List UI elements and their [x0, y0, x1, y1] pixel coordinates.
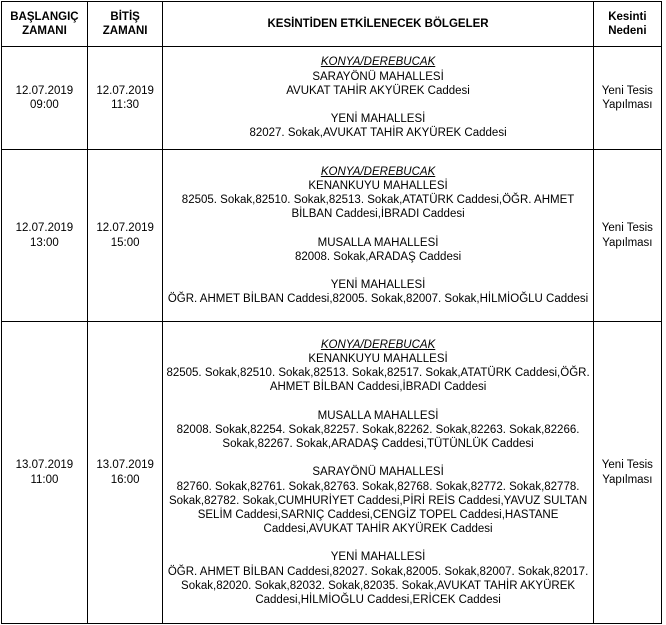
street-list: 82505. Sokak,82510. Sokak,82513. Sokak,82517. Sokak,ATATÜRK Caddesi,ÖĞR. AHMET BİLBAN Caddesi,İBRADI Caddesi	[166, 367, 590, 394]
street-list: 82008. Sokak,82254. Sokak,82257. Sokak,82262. Sokak,82263. Sokak,82266. Sokak,82267. Sokak,ARADAŞ Caddesi,TÜTÜNLÜK Caddesi	[176, 423, 580, 451]
area-block	[166, 112, 589, 140]
table-row	[2, 47, 662, 150]
end-time: 16:00	[110, 473, 140, 486]
reason-line1: Yeni Tesis	[601, 459, 653, 472]
reason-line1: Yeni Tesis	[601, 84, 653, 97]
reason-line2: Yapılması	[602, 236, 653, 249]
neighborhood-name: MUSALLA MAHALLESİ	[317, 409, 439, 422]
street-list: ÖĞR. AHMET BİLBAN Caddesi,82005. Sokak,82007. Sokak,HİLMİOĞLU Caddesi	[167, 293, 589, 306]
affected-areas-cell	[163, 322, 593, 624]
start-time: 13:00	[30, 236, 59, 249]
city-name: KONYA/DEREBUCAK	[320, 56, 436, 69]
area-block	[166, 179, 589, 222]
area-block	[166, 465, 589, 536]
end-date: 12.07.2019	[96, 222, 154, 235]
header-areas-label: KESİNTİDEN ETKİLENECEK BÖLGELER	[267, 17, 489, 30]
start-time-cell	[2, 47, 88, 150]
area-block	[166, 352, 589, 395]
reason-line2: Yapılması	[602, 99, 653, 111]
area-block	[166, 236, 589, 264]
header-start-line2: ZAMANI	[22, 25, 67, 37]
header-end-line2: ZAMANI	[102, 25, 148, 37]
header-start-time	[2, 2, 88, 47]
reason-line1: Yeni Tesis	[601, 222, 653, 235]
area-block	[166, 70, 589, 98]
street-list: 82505. Sokak,82510. Sokak,82513. Sokak,ATATÜRK Caddesi,ÖĞR. AHMET BİLBAN Caddesi,İBRADI Caddesi	[181, 194, 575, 221]
neighborhood-name: YENİ MAHALLESİ	[330, 113, 426, 126]
start-date: 13.07.2019	[15, 459, 74, 472]
end-time: 11:30	[111, 99, 140, 111]
header-end-line1: BİTİŞ	[110, 10, 140, 23]
end-time-cell	[87, 150, 163, 322]
street-list: 82760. Sokak,82761. Sokak,82763. Sokak,82768. Sokak,82772. Sokak,82778. Sokak,82782. Sokak,CUMHURİYET Caddesi,PİRİ REİS Caddesi,YAVUZ SULTAN SELİM Caddesi,SARNIÇ Caddesi,CENGİZ TOPEL Caddesi,HASTANE Caddesi,AVUKAT TAHİR AKYÜREK Caddesi	[168, 480, 588, 536]
city-name: KONYA/DEREBUCAK	[320, 165, 436, 178]
neighborhood-name: KENANKUYU MAHALLESİ	[308, 353, 448, 366]
table-row	[2, 322, 662, 624]
start-time-cell	[2, 150, 88, 322]
end-time-cell	[87, 47, 163, 150]
header-row	[2, 2, 662, 47]
neighborhood-name: SARAYÖNÜ MAHALLESİ	[312, 70, 444, 83]
start-time: 11:00	[30, 473, 59, 486]
street-list: 82008. Sokak,ARADAŞ Caddesi	[294, 250, 462, 263]
neighborhood-name: YENİ MAHALLESİ	[330, 551, 426, 564]
start-time: 09:00	[30, 99, 59, 111]
reason-line2: Yapılması	[602, 473, 653, 486]
start-time-cell	[2, 322, 88, 624]
area-block	[166, 409, 589, 452]
street-list: AVUKAT TAHİR AKYÜREK Caddesi	[286, 84, 470, 97]
reason-cell	[593, 150, 661, 322]
start-date: 12.07.2019	[15, 222, 74, 235]
end-date: 12.07.2019	[96, 84, 154, 97]
city-name: KONYA/DEREBUCAK	[320, 338, 436, 351]
affected-areas-cell	[163, 150, 593, 322]
street-list: ÖĞR. AHMET BİLBAN Caddesi,82027. Sokak,82005. Sokak,82007. Sokak,82017. Sokak,82020. Sokak,82032. Sokak,82035. Sokak,AVUKAT TAHİR AKYÜREK Caddesi,HİLMİOĞLU Caddesi,ERİCEK Caddesi	[167, 565, 589, 606]
neighborhood-name: YENİ MAHALLESİ	[330, 278, 426, 291]
reason-cell	[593, 47, 661, 150]
header-start-line1: BAŞLANGIÇ	[10, 10, 79, 23]
end-date: 13.07.2019	[96, 459, 154, 472]
header-reason-line2: Nedeni	[608, 25, 647, 37]
outage-table	[1, 1, 662, 624]
header-affected-areas	[163, 2, 593, 47]
neighborhood-name: SARAYÖNÜ MAHALLESİ	[312, 466, 444, 479]
header-end-time	[87, 2, 163, 47]
end-time-cell	[87, 322, 163, 624]
header-reason	[593, 2, 661, 47]
reason-cell	[593, 322, 661, 624]
area-block	[166, 278, 589, 306]
neighborhood-name: KENANKUYU MAHALLESİ	[308, 179, 448, 192]
end-time: 15:00	[110, 236, 140, 249]
neighborhood-name: MUSALLA MAHALLESİ	[317, 236, 439, 249]
affected-areas-cell	[163, 47, 593, 150]
header-reason-line1: Kesinti	[608, 10, 647, 23]
start-date: 12.07.2019	[15, 84, 74, 97]
street-list: 82027. Sokak,AVUKAT TAHİR AKYÜREK Caddesi	[249, 127, 507, 140]
table-row	[2, 150, 662, 322]
area-block	[166, 550, 589, 607]
